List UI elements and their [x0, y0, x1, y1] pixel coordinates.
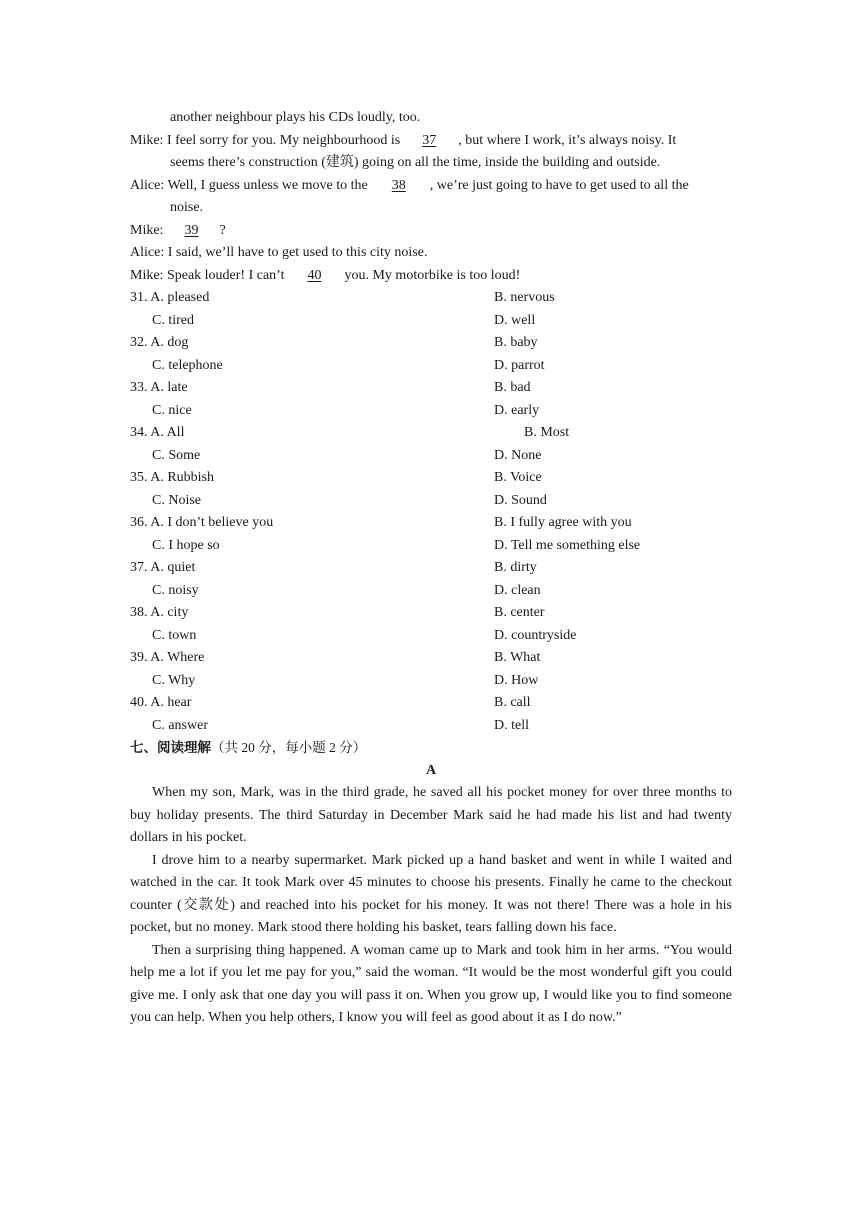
question-39-row-cd — [130, 670, 732, 693]
option-b: B. nervous — [494, 290, 555, 305]
question-31-row-cd — [130, 310, 732, 333]
question-39-row-ab — [130, 647, 732, 670]
question-37-row-ab — [130, 557, 732, 580]
option-d: D. well — [494, 312, 536, 328]
question-40-row-ab — [130, 692, 732, 715]
speaker: Mike: — [130, 267, 164, 283]
option-a-cell — [130, 377, 494, 400]
exam-page — [130, 107, 732, 1030]
question-31-row-ab — [130, 287, 732, 310]
question-37-row-cd — [130, 580, 732, 603]
option-d: D. Sound — [494, 492, 547, 508]
option-c: C. Some — [152, 447, 201, 463]
option-b: B. bad — [494, 380, 531, 395]
option-a-cell — [130, 467, 494, 490]
option-a-cell — [130, 602, 494, 625]
option-b: B. call — [494, 695, 531, 710]
speaker: Alice: — [130, 245, 165, 260]
question-number: 32. — [130, 335, 148, 350]
option-a-cell — [130, 287, 494, 310]
question-32-row-ab — [130, 332, 732, 355]
dialogue-line: Alice: I said, we’ll have to get used to this city noise. — [130, 245, 428, 260]
option-c: C. answer — [152, 717, 208, 733]
question-number: 36. — [130, 515, 148, 530]
option-a: A. Where — [150, 650, 205, 665]
option-c: C. Noise — [152, 492, 201, 508]
option-b: B. Voice — [494, 470, 542, 485]
section-title: 七、阅读理解（共 20 分，每小题 2 分） — [130, 740, 367, 756]
question-32-row-cd — [130, 355, 732, 378]
question-38-row-ab — [130, 602, 732, 625]
dialogue-line: seems there’s construction (建筑) going on all the time, inside the building and outside. — [170, 155, 661, 170]
blank-40: 40 — [307, 267, 322, 283]
option-a-cell — [130, 647, 494, 670]
question-number: 33. — [130, 380, 148, 395]
option-a: A. Rubbish — [150, 470, 215, 485]
option-a: A. dog — [150, 335, 189, 350]
question-number: 37. — [130, 560, 148, 575]
question-number: 35. — [130, 470, 148, 485]
option-a: A. city — [150, 605, 189, 620]
option-a: A. quiet — [150, 560, 196, 575]
option-a-cell — [130, 692, 494, 715]
option-c: C. tired — [152, 312, 194, 328]
option-c: C. noisy — [152, 582, 199, 598]
option-b: B. I fully agree with you — [494, 515, 632, 530]
question-35-row-cd — [130, 490, 732, 513]
option-c: C. town — [152, 627, 197, 643]
speaker: Mike: — [130, 132, 164, 148]
option-a-cell — [130, 422, 494, 445]
option-c: C. Why — [152, 672, 196, 688]
blank-39: 39 — [184, 222, 199, 238]
passage-paragraph: I drove him to a nearby supermarket. Mark picked up a hand basket and went in while I waited and watched in the car. It took Mark over 45 minutes to choose his presents. Finally he came to the checkout counter (交款处) and reached into his pocket for his money. It was not there! There was a hole in his pocket, but no money. Mark stood there holding his basket, tears falling down his face. — [130, 852, 732, 935]
option-d: D. countryside — [494, 627, 577, 643]
option-d: D. tell — [494, 717, 529, 733]
dialogue-line: Mike: I feel sorry for you. My neighbourhood is 37 , but where I work, it’s always noisy. It — [130, 130, 732, 153]
option-a: A. All — [150, 425, 185, 440]
question-33-row-cd — [130, 400, 732, 423]
passage-paragraph: Then a surprising thing happened. A woman came up to Mark and took him in her arms. “You would help me a lot if you let me pay for you,” said the woman. “It would be the most wonderful gift you could give me. I only ask that one day you will pass it on. When you grow up, I would like you to find someone you can help. When you help others, I know you will feel as good about it as I do now.” — [130, 942, 732, 1025]
question-36-row-cd — [130, 535, 732, 558]
question-35-row-ab — [130, 467, 732, 490]
dialogue-line: another neighbour plays his CDs loudly, too. — [170, 110, 421, 125]
question-38-row-cd — [130, 625, 732, 648]
option-c: C. telephone — [152, 357, 223, 373]
option-a: A. I don’t believe you — [150, 515, 274, 530]
option-a: A. late — [150, 380, 188, 395]
question-number: 40. — [130, 695, 148, 710]
question-34-row-cd — [130, 445, 732, 468]
question-40-row-cd — [130, 715, 732, 738]
option-d: D. clean — [494, 582, 541, 598]
section-note: （共 20 分，每小题 2 分） — [211, 740, 367, 755]
dialogue-line: Mike: Speak louder! I can’t 40 you. My motorbike is too loud! — [130, 265, 732, 288]
option-d: D. Tell me something else — [494, 537, 641, 553]
blank-37: 37 — [422, 132, 437, 148]
question-number: 34. — [130, 425, 148, 440]
option-c: C. nice — [152, 402, 192, 418]
option-d: D. None — [494, 447, 542, 463]
blank-38: 38 — [391, 177, 406, 193]
dialogue — [130, 107, 732, 287]
option-d: D. early — [494, 402, 540, 418]
option-c: C. I hope so — [152, 537, 220, 553]
option-a: A. hear — [150, 695, 192, 710]
option-b: B. baby — [494, 335, 538, 350]
dialogue-line: Alice: Well, I guess unless we move to the 38 , we’re just going to have to get used to all the — [130, 175, 732, 198]
question-number: 38. — [130, 605, 148, 620]
passage-paragraph: When my son, Mark, was in the third grade, he saved all his pocket money for over three months to buy holiday presents. The third Saturday in December Mark said he had made his list and had twenty dollars in his pocket. — [130, 785, 732, 845]
question-number: 39. — [130, 650, 148, 665]
question-number: 31. — [130, 290, 148, 305]
option-d: D. How — [494, 672, 539, 688]
question-options — [130, 287, 732, 737]
option-b: B. center — [494, 605, 545, 620]
option-b: B. What — [494, 650, 541, 665]
passage-letter: A — [425, 762, 437, 778]
question-36-row-ab — [130, 512, 732, 535]
option-b: B. dirty — [494, 560, 537, 575]
passage — [130, 782, 732, 1030]
speaker: Alice: — [130, 177, 165, 193]
option-b: B. Most — [524, 425, 570, 440]
option-a-cell — [130, 512, 494, 535]
speaker: Mike: — [130, 222, 164, 238]
option-a-cell — [130, 332, 494, 355]
question-33-row-ab — [130, 377, 732, 400]
option-a-cell — [130, 557, 494, 580]
option-a: A. pleased — [150, 290, 210, 305]
option-d: D. parrot — [494, 357, 545, 373]
dialogue-line: Mike: 39 ? — [130, 220, 732, 243]
question-34-row-ab — [130, 422, 732, 445]
dialogue-line: noise. — [170, 200, 204, 215]
